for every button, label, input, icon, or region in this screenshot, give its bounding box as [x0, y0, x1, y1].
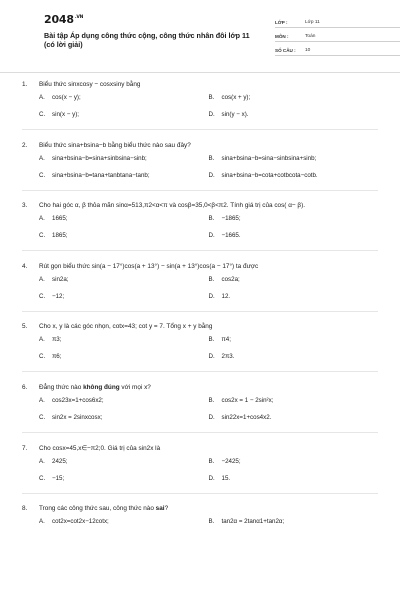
answer-option[interactable]: [39, 517, 209, 534]
answer-option[interactable]: [209, 335, 379, 352]
option-text: π3;: [52, 336, 62, 344]
answer-option[interactable]: [39, 231, 209, 248]
question-5: [22, 322, 378, 383]
answer-option[interactable]: [39, 110, 209, 127]
option-text: sin2x = 2sinxcosx;: [52, 413, 103, 421]
page-header: [22, 0, 378, 66]
option-grid: [22, 93, 378, 127]
question-divider: [22, 371, 378, 372]
info-row-count: [275, 42, 400, 56]
option-text: sin(x − y);: [52, 111, 79, 118]
info-label: MÔN :: [275, 34, 289, 39]
answer-option[interactable]: [209, 396, 379, 413]
option-letter: D.: [208, 292, 215, 300]
option-text: sina+bsina−b=sina+sinbsina−sinb;: [52, 154, 147, 162]
option-letter: A.: [39, 518, 45, 526]
answer-option[interactable]: [39, 474, 209, 491]
option-text: 15.: [221, 474, 231, 482]
question-number: 8.: [22, 505, 28, 513]
worksheet-title: Bài tập Áp dụng công thức cộng, công thức nhân đôi lớp 11 (có lời giải): [44, 31, 250, 49]
question-3: [22, 201, 378, 262]
answer-option[interactable]: [209, 474, 379, 491]
option-letter: D.: [208, 474, 215, 482]
question-4: [22, 262, 378, 323]
answer-option[interactable]: [209, 231, 379, 248]
option-text: cot2x=cot2x−12cotx;: [52, 518, 109, 526]
answer-option[interactable]: [39, 352, 209, 369]
option-letter: D.: [208, 232, 215, 240]
option-text: −12;: [52, 292, 65, 300]
option-text: 2425;: [52, 457, 68, 465]
option-text: 1865;: [52, 232, 68, 240]
question-divider: [22, 129, 378, 130]
answer-option[interactable]: [39, 275, 209, 292]
info-value: Lớp 11: [305, 20, 320, 25]
option-text: sin(y − x).: [221, 111, 249, 118]
answer-option[interactable]: [39, 214, 209, 231]
question-stem: [22, 262, 378, 271]
question-stem: [22, 383, 378, 392]
question-emphasis: không đúng: [83, 383, 120, 391]
option-letter: B.: [208, 396, 215, 404]
option-letter: A.: [39, 336, 45, 344]
question-text: Biểu thức sina+bsina−b bằng biểu thức nào sau đây?: [39, 141, 191, 149]
option-text: sina+bsina−b=sina−sinbsina+sinb;: [221, 154, 317, 162]
option-text: π4;: [221, 336, 231, 344]
answer-option[interactable]: [209, 93, 379, 110]
option-text: cos2x = 1 − 2sin²x;: [221, 396, 274, 404]
answer-option[interactable]: [209, 214, 379, 231]
answer-option[interactable]: [209, 110, 379, 127]
site-logo[interactable]: $2048^{.VN}$: [44, 13, 84, 26]
option-letter: A.: [39, 154, 45, 162]
option-text: sin2a;: [52, 275, 69, 283]
info-row-subject: [275, 28, 400, 42]
question-stem: [22, 141, 378, 150]
option-text: sin22x=1+cos4x2.: [221, 413, 272, 421]
info-label: SỐ CÂU :: [275, 48, 296, 53]
question-number: 7.: [22, 444, 28, 452]
info-label: LỚP :: [275, 20, 288, 25]
option-grid: [22, 335, 378, 369]
option-text: tan2α = 2tanα1+tan2α;: [221, 518, 285, 526]
answer-option[interactable]: [209, 517, 379, 534]
option-text: −2425;: [221, 457, 241, 465]
option-text: cos23x=1+cos6x2;: [52, 396, 104, 404]
option-letter: C.: [39, 353, 46, 361]
answer-option[interactable]: [209, 457, 379, 474]
option-text: π6;: [52, 353, 62, 361]
option-letter: B.: [208, 336, 215, 344]
option-letter: A.: [39, 457, 45, 465]
option-letter: C.: [39, 292, 46, 300]
question-text: [39, 504, 168, 513]
info-row-class: [275, 14, 400, 28]
question-divider: [22, 432, 378, 433]
option-text: cos(x + y);: [221, 94, 251, 101]
answer-option[interactable]: [39, 93, 209, 110]
question-number: 2.: [22, 141, 28, 149]
question-stem: [22, 80, 378, 89]
answer-option[interactable]: [39, 413, 209, 430]
answer-option[interactable]: [39, 335, 209, 352]
question-number: 4.: [22, 262, 28, 270]
option-letter: D.: [208, 413, 215, 421]
option-text: cos2a;: [221, 275, 240, 283]
question-emphasis: sai: [155, 505, 165, 513]
option-letter: D.: [208, 353, 215, 361]
option-grid: [22, 214, 378, 248]
option-text: 12.: [221, 292, 231, 300]
answer-option[interactable]: [39, 171, 209, 188]
question-text: Cho cosx=45,x∈−π2;0. Giá trị của sin2x là: [39, 444, 161, 452]
answer-option[interactable]: [39, 154, 209, 171]
question-text: Rút gọn biểu thức sin(a − 17°)cos(a + 13°) − sin(a + 13°)cos(a − 17°) ta được: [39, 262, 259, 270]
question-divider: [22, 493, 378, 494]
option-grid: [22, 154, 378, 188]
answer-option[interactable]: [209, 275, 379, 292]
option-text: 1665;: [52, 215, 68, 223]
option-letter: D.: [208, 171, 215, 179]
info-value: Toán: [305, 34, 316, 39]
option-letter: C.: [39, 232, 46, 240]
question-number: 1.: [22, 81, 28, 88]
question-number: 3.: [22, 202, 28, 210]
option-letter: A.: [39, 215, 45, 223]
question-text: Cho hai góc α, β thỏa mãn sinα=513,π2<α<π và cosβ=35,0<β<π2. Tính giá trị của cos( α− β).: [39, 202, 305, 210]
question-1: [22, 80, 378, 141]
option-letter: A.: [39, 94, 45, 101]
question-number: 6.: [22, 383, 28, 391]
answer-option[interactable]: [39, 457, 209, 474]
info-value: 10: [305, 48, 311, 53]
option-grid: [22, 517, 378, 534]
question-text: Cho x, y là các góc nhọn, cotx=43; cot y = 7. Tổng x + y bằng: [39, 323, 213, 331]
answer-option[interactable]: [209, 171, 379, 188]
option-letter: A.: [39, 275, 45, 283]
question-stem: [22, 444, 378, 453]
question-text: Biểu thức sinxcosy − cosxsiny bằng: [39, 81, 141, 88]
question-stem: [22, 201, 378, 210]
question-text-part: ?: [164, 505, 169, 513]
option-letter: B.: [208, 275, 215, 283]
option-letter: C.: [39, 111, 46, 118]
question-text-part: Trong các công thức sau, công thức nào: [39, 505, 156, 513]
answer-option[interactable]: [209, 292, 379, 309]
option-text: sina+bsina−b=cota+cotbcota−cotb.: [221, 171, 318, 179]
question-2: [22, 141, 378, 202]
question-6: [22, 383, 378, 444]
question-7: [22, 444, 378, 505]
question-stem: [22, 322, 378, 331]
option-grid: [22, 457, 378, 491]
option-letter: B.: [208, 457, 215, 465]
option-letter: C.: [39, 474, 46, 482]
option-letter: B.: [208, 154, 215, 162]
question-stem: [22, 504, 378, 513]
answer-option[interactable]: [39, 292, 209, 309]
header-divider: [0, 72, 400, 73]
answer-option[interactable]: [209, 413, 379, 430]
question-list: [22, 80, 378, 540]
option-grid: [22, 396, 378, 430]
question-text: [39, 383, 151, 392]
option-letter: A.: [39, 396, 45, 404]
option-text: −15;: [52, 474, 65, 482]
question-text-part: Đẳng thức nào: [39, 383, 84, 391]
question-divider: [22, 250, 378, 251]
answer-option[interactable]: [39, 396, 209, 413]
info-box: [275, 14, 400, 56]
answer-option[interactable]: [209, 154, 379, 171]
option-letter: C.: [39, 171, 46, 179]
option-grid: [22, 275, 378, 309]
option-text: 2π3.: [221, 353, 235, 361]
question-8: [22, 504, 378, 540]
option-letter: D.: [208, 111, 215, 118]
option-letter: B.: [208, 215, 215, 223]
question-divider: [22, 190, 378, 191]
question-divider: [22, 311, 378, 312]
option-letter: B.: [208, 518, 215, 526]
option-letter: B.: [208, 94, 215, 101]
option-text: −1665.: [221, 232, 241, 240]
question-number: 5.: [22, 323, 28, 331]
option-text: cos(x − y);: [52, 94, 81, 101]
question-text-part: với mọi x?: [119, 383, 151, 391]
option-text: −1865;: [221, 215, 241, 223]
option-letter: C.: [39, 413, 46, 421]
option-text: sina+bsina−b=tana+tanbtana−tanb;: [52, 171, 150, 179]
answer-option[interactable]: [209, 352, 379, 369]
